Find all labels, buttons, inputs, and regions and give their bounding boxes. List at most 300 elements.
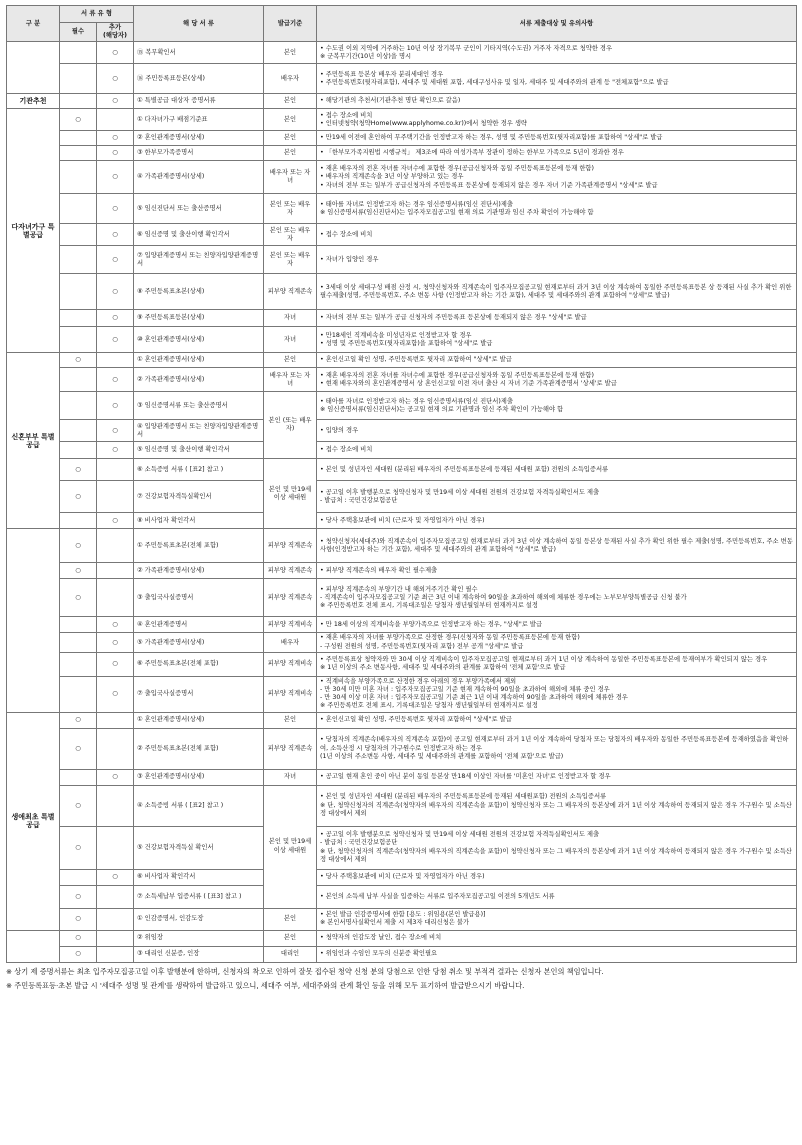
required-mark [60, 676, 97, 712]
required-mark [60, 161, 97, 194]
document-name: ④ 가족관계증명서(상세) [134, 161, 264, 194]
issuer-cell: 본인 [264, 712, 317, 728]
notes-cell [317, 420, 797, 442]
issuer-cell: 배우자 [264, 633, 317, 652]
notes-cell [317, 64, 797, 94]
issuer-cell: 본인 [264, 353, 317, 368]
issuer-cell: 본인 또는 배우자 [264, 224, 317, 246]
notes-cell [317, 310, 797, 327]
note-line: • 성명 및 주민등록번호(뒷자리포함)을 포함하여 "상세"로 발급 [320, 339, 493, 347]
note-line: • 배우자의 직계존속을 3년 이상 부양하고 있는 경우 [320, 173, 464, 181]
category-cell: 생애최초 특별공급 [7, 712, 60, 930]
table-row [7, 946, 797, 962]
table-row [7, 728, 797, 769]
required-mark: ○ [60, 885, 97, 908]
required-documents-table [6, 5, 797, 963]
table-row [7, 712, 797, 728]
required-mark [60, 420, 97, 442]
document-name: ⑤ 가족관계증명서(상세) [134, 633, 264, 652]
header-doc-name: 해 당 서 류 [134, 6, 264, 42]
document-name: ⑦ 건강보험자격득실확인서 [134, 481, 264, 513]
additional-mark [97, 908, 134, 930]
category-cell [7, 529, 60, 712]
additional-mark [97, 930, 134, 946]
footnote-2: ※ 주민등록표등·초본 발급 시 '세대주 성명 및 관계'를 생략하여 발급하고 있으니, 세대주 여부, 세대주와의 관계 확인 등을 위해 모두 표기하여 발급받으시기 바랍니다. [6, 980, 525, 990]
issuer-cell: 본인 및 만19세 이상 세대원 [264, 459, 317, 529]
note-line: • 접수 장소에 비치 [320, 446, 373, 454]
notes-cell [317, 194, 797, 224]
additional-mark: ○ [97, 146, 134, 161]
issuer-cell: 배우자 [264, 64, 317, 94]
category-cell [7, 930, 60, 962]
notes-cell [317, 327, 797, 353]
required-mark [60, 652, 97, 676]
document-name: ③ 대리인 신분증, 인장 [134, 946, 264, 962]
required-mark: ○ [60, 563, 97, 579]
issuer-cell: 본인 또는 배우자 [264, 194, 317, 224]
footnotes [6, 966, 796, 991]
note-line: ※ 단, 청약신청자의 직계존속(청약자의 배우자의 직계존속을 포함)이 청약신청자 또는 그 배우자의 등본상에 과거 1년 이상 계속하여 등재되지 않은 경우 가구원수 및 소득산정 대상에서 제외 [320, 801, 792, 817]
note-line: • 본인의 소득세 납부 사실을 입증하는 서류로 입주자모집공고일 이전의 5개년도 서류 [320, 892, 555, 900]
note-line: • 접수 장소에 비치 [320, 111, 373, 119]
table-row [7, 310, 797, 327]
required-mark: ○ [60, 529, 97, 563]
required-mark: ○ [60, 712, 97, 728]
additional-mark [97, 481, 134, 513]
document-name: ⑥ 주민등록표초본(전체 포함) [134, 652, 264, 676]
note-line: • 혼인신고일 확인 성명, 주민등록번호 뒷자리 포함하여 "상세"로 발급 [320, 716, 512, 724]
document-name: ① 주민등록표초본(전체 포함) [134, 529, 264, 563]
notes-cell [317, 274, 797, 310]
note-line: • 태아를 자녀로 인정받고자 하는 경우 임신증명서류(임신 진단서)제출 [320, 397, 513, 405]
table-row [7, 617, 797, 633]
additional-mark [97, 826, 134, 869]
document-name: ⑦ 소득세납부 입증서류 ( [표3] 참고 ) [134, 885, 264, 908]
header-notes: 서류 제출대상 및 유의사항 [317, 6, 797, 42]
notes-cell [317, 712, 797, 728]
additional-mark [97, 885, 134, 908]
note-line: • 공고일 현재 혼인 중이 아닌 분이 동일 등본상 만18세 이상인 자녀를 '미혼인 자녀'로 인정받고자 할 경우 [320, 773, 611, 781]
notes-cell [317, 930, 797, 946]
document-name: ① 다자녀가구 배점기준표 [134, 109, 264, 131]
document-name: ⑥ 임신증명 및 출산이행 확인각서 [134, 224, 264, 246]
document-name: ⑤ 건강보험자격득실 확인서 [134, 826, 264, 869]
table-row [7, 131, 797, 146]
additional-mark: ○ [97, 42, 134, 64]
required-mark [60, 94, 97, 109]
table-row [7, 146, 797, 161]
required-mark [60, 769, 97, 785]
note-line: - 만 30세 미만 미혼 자녀 : 입주자모집공고일 기준 현재 계속하여 90일을 초과하여 해외에 체류 중인 경우 [320, 686, 610, 694]
additional-mark [97, 529, 134, 563]
document-name: ② 위임장 [134, 930, 264, 946]
issuer-cell: 자녀 [264, 310, 317, 327]
document-name: ① 인감증명서, 인감도장 [134, 908, 264, 930]
additional-mark: ○ [97, 769, 134, 785]
note-line: (1년 이상의 주소변동 사항, 세대주 및 세대주와의 관계를 포함하여 '전체 포함'으로 발급) [320, 752, 564, 760]
table-row [7, 161, 797, 194]
additional-mark: ○ [97, 652, 134, 676]
notes-cell [317, 652, 797, 676]
table-row [7, 353, 797, 368]
note-line: • 공고일 이후 발행분으로 청약신청자 및 만19세 이상 세대원 전원의 건강보험 자격득실확인서도 제출 [320, 488, 600, 496]
additional-mark [97, 459, 134, 481]
additional-mark [97, 712, 134, 728]
table-row [7, 94, 797, 109]
notes-cell [317, 109, 797, 131]
additional-mark [97, 728, 134, 769]
additional-mark: ○ [97, 161, 134, 194]
required-mark: ○ [60, 946, 97, 962]
required-mark [60, 327, 97, 353]
required-mark [60, 194, 97, 224]
document-name: ⑤ 임신증명 및 출산이행 확인각서 [134, 442, 264, 459]
notes-cell [317, 392, 797, 420]
issuer-cell: 본인 및 만19세 이상 세대원 [264, 785, 317, 908]
header-additional [97, 23, 134, 42]
required-mark [60, 617, 97, 633]
note-line: ※ 임신증명서류(임신진단서)는 입주자모집공고일 현재 의료 기관명과 임신 주차 확인이 가능해야 함 [320, 208, 594, 216]
table-row [7, 908, 797, 930]
issuer-cell: 배우자 또는 자녀 [264, 161, 317, 194]
notes-cell [317, 94, 797, 109]
required-mark: ○ [60, 481, 97, 513]
required-mark [60, 392, 97, 420]
header-category: 구 분 [7, 6, 60, 42]
notes-cell [317, 826, 797, 869]
note-line: • 자녀의 전부 또는 일부가 공급 신청자의 주민등록표 등본상에 등재되지 않은 경우 "상세"로 발급 [320, 314, 587, 322]
document-name: ② 가족관계증명서(상세) [134, 368, 264, 392]
note-line: • 본인 및 성년자인 세대원 (분리된 배우자의 주민등록표등본에 등재된 세대원 포함) 전원의 소득입증서류 [320, 465, 609, 473]
required-mark [60, 442, 97, 459]
required-mark: ○ [60, 353, 97, 368]
note-line: • 위임인과 수임인 모두의 신분증 확인필요 [320, 950, 438, 958]
table-row [7, 246, 797, 274]
table-row [7, 194, 797, 224]
note-line: - 발급처 : 국민건강보험공단 [320, 839, 398, 847]
additional-mark [97, 109, 134, 131]
category-cell [7, 42, 60, 94]
note-line: • 청약자의 인감도장 날인, 접수 장소에 비치 [320, 934, 442, 942]
document-name: ③ 임신증명서류 또는 출산증명서 [134, 392, 264, 420]
additional-mark [97, 353, 134, 368]
note-line: • 태아를 자녀로 인정받고자 하는 경우 임신증명서류(임신 진단서)제출 [320, 200, 513, 208]
table-row [7, 420, 797, 442]
category-cell: 다자녀가구 특별공급 [7, 109, 60, 353]
document-name: ⑨ 주민등록표등본(상세) [134, 310, 264, 327]
note-line: • 주민등록표 등본상 배우자 분리세대인 경우 [320, 70, 444, 78]
category-cell: 신혼부부 특별공급 [7, 353, 60, 529]
required-mark [60, 274, 97, 310]
notes-cell [317, 617, 797, 633]
issuer-cell: 본인 (또는 배우자) [264, 392, 317, 459]
notes-cell [317, 131, 797, 146]
required-mark: ○ [60, 579, 97, 617]
note-line: • 당사 주택홍보관에 비치 (근로자 및 자영업자가 아닌 경우) [320, 516, 485, 524]
note-line: - 직계존속이 입주자모집공고일 기준 최근 3년 이내 계속하여 90일을 초과하여 해외에 체류한 경우에는 노부모부양특별공급 신청 불가 [320, 593, 687, 601]
table-row [7, 930, 797, 946]
document-name: ① 특별공급 대상자 증명서류 [134, 94, 264, 109]
note-line: • 당사 주택홍보관에 비치 (근로자 및 자영업자가 아닌 경우) [320, 873, 485, 881]
document-name: ② 주민등록표초본(전체 포함) [134, 728, 264, 769]
additional-mark: ○ [97, 274, 134, 310]
required-mark [60, 246, 97, 274]
required-mark [60, 633, 97, 652]
required-mark [60, 869, 97, 885]
issuer-cell: 배우자 또는 자녀 [264, 368, 317, 392]
document-name: ⑧ 비사업자 확인각서 [134, 513, 264, 529]
note-line: • 피부양 직계존속의 배우자 확인 필수제출 [320, 566, 438, 574]
required-mark [60, 368, 97, 392]
table-row [7, 224, 797, 246]
document-name: ③ 출입국사실증명서 [134, 579, 264, 617]
table-row [7, 459, 797, 481]
required-mark: ○ [60, 908, 97, 930]
header-required: 필수 [60, 23, 97, 42]
issuer-cell: 피부양 직계존속 [264, 274, 317, 310]
notes-cell [317, 946, 797, 962]
notes-cell [317, 579, 797, 617]
document-name: ⑥ 소득증빙 서류 ( [표2] 참고 ) [134, 459, 264, 481]
notes-cell [317, 563, 797, 579]
note-line: • 수도권 이외 지역에 거주하는 10년 이상 장기복무 군인이 기타지역(수도권) 거주자 자격으로 청약한 경우 [320, 44, 613, 52]
additional-mark [97, 563, 134, 579]
note-line: • 청약신청자(세대주)와 직계존속이 입주자모집공고일 현재로부터 과거 3년 이상 계속하여 동일 등본상 등재된 사실 추가 확인 위한 필수 제출(성명, 주민등록번호, 주소 변동 사항(인정받고자 하는 기간 포함), 세대주 및 세대주와의 관계 포함하여 "상세"로 발급) [320, 537, 793, 553]
document-name: ③ 한부모가족증명서 [134, 146, 264, 161]
additional-mark: ○ [97, 513, 134, 529]
notes-cell [317, 633, 797, 652]
notes-cell [317, 442, 797, 459]
note-line: ※ 주민등록번호 전체 표시, 기록대조일은 당첨자 생년월일부터 현재까지로 설정 [320, 702, 538, 710]
additional-mark: ○ [97, 131, 134, 146]
note-line: • 만19세 이전에 혼인하여 무주택기간을 인정받고자 하는 경우, 성명 및 주민등록번호(뒷자리포함)를 포함하여 "상세"로 발급 [320, 134, 663, 142]
document-name: ④ 입양관계증명서 또는 친양자입양관계증명서 [134, 420, 264, 442]
table-row [7, 826, 797, 869]
table-row [7, 327, 797, 353]
header-additional-sub: (해당자) [103, 32, 128, 40]
table-row [7, 64, 797, 94]
notes-cell [317, 368, 797, 392]
notes-cell [317, 728, 797, 769]
header-issuer: 발급기준 [264, 6, 317, 42]
notes-cell [317, 885, 797, 908]
note-line: • 해당기관의 추천서(기관추천 명단 확인으로 갈음) [320, 97, 461, 105]
additional-mark: ○ [97, 194, 134, 224]
table-row [7, 563, 797, 579]
additional-mark: ○ [97, 64, 134, 94]
document-name: ① 혼인관계증명서(상세) [134, 712, 264, 728]
table-body [7, 42, 797, 962]
issuer-cell: 피부양 직계비속 [264, 652, 317, 676]
document-name: ① 혼인관계증명서(상세) [134, 353, 264, 368]
notes-cell [317, 908, 797, 930]
required-mark [60, 64, 97, 94]
document-page [6, 5, 796, 991]
note-line: • 본인 발급 인감증명서에 한함 [용도 : 위임용(본인 발급용)] [320, 910, 486, 918]
document-name: ② 혼인관계증명서(상세) [134, 131, 264, 146]
required-mark [60, 42, 97, 64]
issuer-cell: 본인 [264, 930, 317, 946]
notes-cell [317, 146, 797, 161]
additional-mark: ○ [97, 869, 134, 885]
issuer-cell: 본인 또는 배우자 [264, 246, 317, 274]
category-cell: 기관추천 [7, 94, 60, 109]
table-row [7, 392, 797, 420]
note-line: - 구성원 전원의 성명, 주민등록번호(뒷자리 포함) 전부 공개 "상세"로 발급 [320, 642, 524, 650]
note-line: • 「한부모가족지원법 시행규칙」 제3조에 따라 여성가족부 장관이 정하는 한부모 가족으로 5년이 경과한 경우 [320, 149, 624, 157]
note-line: • 입양의 경우 [320, 426, 359, 434]
notes-cell [317, 246, 797, 274]
table-row [7, 42, 797, 64]
table-row [7, 579, 797, 617]
notes-cell [317, 42, 797, 64]
issuer-cell: 피부양 직계비속 [264, 676, 317, 712]
issuer-cell: 피부양 직계존속 [264, 728, 317, 769]
document-name: ④ 혼인관계증명서 [134, 617, 264, 633]
note-line: • 직계비속을 부양가족으로 산정한 경우 아래의 경우 부양가족에서 제외 [320, 677, 517, 685]
document-name: ⑧ 주민등록표초본(상세) [134, 274, 264, 310]
note-line: ※ 임신증명서류(임신진단서)는 공고일 현재 의료 기관명과 임신 주차 확인이 가능해야 함 [320, 405, 564, 413]
note-line: • 접수 장소에 비치 [320, 230, 373, 238]
table-row [7, 442, 797, 459]
additional-mark: ○ [97, 617, 134, 633]
table-row [7, 633, 797, 652]
issuer-cell: 피부양 직계비속 [264, 617, 317, 633]
additional-mark: ○ [97, 633, 134, 652]
additional-mark: ○ [97, 676, 134, 712]
note-line: • 주민등록표상 청약자와 만 30세 이상 직계비속이 입주자모집공고일 현재로부터 과거 1년 이상 계속하여 동일한 주민등록표등본에 등재여부가 확인되지 않는 경우 [320, 656, 768, 664]
required-mark [60, 131, 97, 146]
required-mark [60, 310, 97, 327]
additional-mark: ○ [97, 94, 134, 109]
table-row [7, 676, 797, 712]
document-name: ④ 소득증빙 서류 ( [표2] 참고 ) [134, 785, 264, 826]
document-name: ② 가족관계증명서(상세) [134, 563, 264, 579]
table-row [7, 769, 797, 785]
document-name: ⑦ 출입국사실증명서 [134, 676, 264, 712]
header-row-1 [7, 6, 797, 23]
required-mark [60, 224, 97, 246]
additional-mark [97, 579, 134, 617]
required-mark: ○ [60, 459, 97, 481]
additional-mark [97, 785, 134, 826]
notes-cell [317, 869, 797, 885]
document-name: ⑯ 주민등록표등본(상세) [134, 64, 264, 94]
table-row [7, 885, 797, 908]
note-line: ※ 주민등록번호 전체 표시, 기록대조일은 당첨자 생년월일부터 현재까지로 설정 [320, 602, 538, 609]
notes-cell [317, 529, 797, 563]
issuer-cell: 자녀 [264, 769, 317, 785]
notes-cell [317, 769, 797, 785]
required-mark: ○ [60, 728, 97, 769]
notes-cell [317, 481, 797, 513]
required-mark [60, 513, 97, 529]
additional-mark: ○ [97, 310, 134, 327]
header-additional-label: 추가 [108, 24, 122, 31]
note-line: • 공고일 이후 발행분으로 청약신청자 및 만19세 이상 세대원 전원의 건강보험 자격득실확인서도 제출 [320, 831, 600, 839]
additional-mark: ○ [97, 392, 134, 420]
issuer-cell: 피부양 직계존속 [264, 579, 317, 617]
note-line: • 당첨자의 직계존속(배우자의 직계존속 포함)이 공고일 현재로부터 과거 1년 이상 계속하여 당첨자 또는 당첨자의 배우자와 동일한 주민등록표등본에 등재하였음을 확인하여, 소득산정 시 당첨자의 가구원수로 인정받고자 하는 경우 [320, 736, 789, 752]
note-line: • 만 18세 이상의 직계비속을 부양가족으로 인정받고자 하는 경우, "상세"로 발급 [320, 620, 543, 628]
notes-cell [317, 459, 797, 481]
additional-mark: ○ [97, 224, 134, 246]
document-name: ⑮ 복무확인서 [134, 42, 264, 64]
notes-cell [317, 224, 797, 246]
required-mark [60, 146, 97, 161]
additional-mark [97, 946, 134, 962]
note-line: • 재혼 배우자의 전혼 자녀를 자녀수에 포함한 경우(공급신청자와 동일 주민등록표등본에 등재 한함) [320, 371, 594, 379]
notes-cell [317, 785, 797, 826]
table-row [7, 652, 797, 676]
issuer-cell: 대리인 [264, 946, 317, 962]
note-line: • 본인 및 성년자인 세대원 (분리된 배우자의 주민등록표등본에 등재된 세대원포함) 전원의 소득입증서류 [320, 793, 607, 801]
notes-cell [317, 676, 797, 712]
additional-mark: ○ [97, 442, 134, 459]
table-row [7, 368, 797, 392]
additional-mark: ○ [97, 327, 134, 353]
required-mark: ○ [60, 109, 97, 131]
note-line: • 현재 배우자와의 혼인관계증명서 상 혼인신고일 이전 자녀 출산 시 자녀 기준 가족관계증명서 '상세'로 발급 [320, 379, 617, 387]
note-line: • 자녀가 입양인 경우 [320, 255, 379, 263]
note-line: • 인터넷청약(청약Home(www.applyhome.co.kr))에서 청약한 경우 생략 [320, 119, 527, 127]
note-line: • 만18세인 직계비속을 미성년자로 인정받고자 할 경우 [320, 331, 472, 339]
required-mark: ○ [60, 930, 97, 946]
notes-cell [317, 353, 797, 368]
note-line: - 발급처 : 국민건강보험공단 [320, 496, 398, 504]
note-line: ※ 1년 이상의 주소 변동사항, 세대주 및 세대주와의 관계를 포함하여 '전체 포함'으로 발급 [320, 664, 566, 672]
issuer-cell: 본인 [264, 42, 317, 64]
additional-mark: ○ [97, 368, 134, 392]
issuer-cell: 자녀 [264, 327, 317, 353]
document-name: ⑩ 혼인관계증명서(상세) [134, 327, 264, 353]
header-doc-type: 서 류 유 형 [60, 6, 134, 23]
required-mark: ○ [60, 826, 97, 869]
document-name: ⑥ 비사업자 확인각서 [134, 869, 264, 885]
issuer-cell: 본인 [264, 146, 317, 161]
note-line: • 주민등록번호(뒷자리포함), 세대주 및 세대원 포함, 세대구성사유 및 일자, 세대주 및 세대주와의 관계 등 "전체포함"으로 발급 [320, 78, 669, 86]
document-name: ③ 혼인관계증명서(상세) [134, 769, 264, 785]
notes-cell [317, 161, 797, 194]
issuer-cell: 피부양 직계존속 [264, 563, 317, 579]
issuer-cell: 본인 [264, 131, 317, 146]
footnote-1: ※ 상기 제 증명서류는 최초 입주자모집공고일 이후 발행분에 한하며, 신청자의 착오로 인하여 잘못 접수된 청약 신청 분의 당첨으로 인한 당첨 취소 및 부적격 결과는 신청자 본인의 책임입니다. [6, 966, 604, 976]
document-name: ⑦ 입양관계증명서 또는 친양자입양관계증명서 [134, 246, 264, 274]
note-line: • 3세대 이상 세대구성 배점 산정 시, 청약신청자와 직계존속이 입주자모집공고일 현재로부터 과거 3년 이상 계속하여 동일한 주민등록표등본 상 등재된 사실 추가 확인 위한 필수제출(성명, 주민등록번호, 주소 변동 사항 (인정받고자 하는 기간 포함), 세대주 및 세대주와의 관계 포함하여 "상세"로 발급) [320, 283, 792, 299]
note-line: • 혼인신고일 확인 성명, 주민등록번호 뒷자리 포함하여 "상세"로 발급 [320, 356, 512, 364]
additional-mark: ○ [97, 246, 134, 274]
table-row [7, 529, 797, 563]
issuer-cell: 본인 [264, 109, 317, 131]
issuer-cell: 피부양 직계존속 [264, 529, 317, 563]
note-line: • 자녀의 전부 또는 일부가 공급신청자의 주민등록표 등본상에 등재되지 않은 경우 자녀 기준 가족관계증명서 "상세"로 발급 [320, 181, 658, 189]
issuer-cell: 본인 [264, 908, 317, 930]
additional-mark: ○ [97, 420, 134, 442]
table-row [7, 109, 797, 131]
issuer-cell: 본인 [264, 94, 317, 109]
table-row [7, 785, 797, 826]
note-line: - 만 30세 이상 미혼 자녀 : 입주자모집공고일 기준 최근 1년 이내 계속하여 90일을 초과하여 해외에 체류한 경우 [320, 694, 628, 702]
table-row [7, 274, 797, 310]
note-line: ※ 본인서명사실확인서 제출 시 제3자 대리신청은 불가 [320, 919, 470, 927]
note-line: • 피부양 직계존속의 부양기간 내 해외거주기간 확인 필수 [320, 585, 478, 593]
document-name: ⑤ 임신진단서 또는 출산증명서 [134, 194, 264, 224]
note-line: • 재혼 배우자의 전혼 자녀를 자녀수에 포함한 경우(공급신청자와 동일 주민등록표등본에 등재 한함) [320, 165, 594, 173]
note-line: • 재혼 배우자의 자녀를 부양가족으로 산정한 경우(신청자와 동일 주민등록표등본에 등재 한함) [320, 634, 580, 642]
table-row [7, 869, 797, 885]
note-line: ※ 단, 청약신청자의 직계존속(청약자의 배우자의 직계존속을 포함)이 청약신청자 또는 그 배우자의 등본상에 과거 1년 이상 계속하여 등재되지 않은 경우 가구원수 및 소득산정 대상에서 제외 [320, 847, 792, 863]
note-line: ※ 군복무기간(10년 이상)을 명시 [320, 52, 412, 60]
